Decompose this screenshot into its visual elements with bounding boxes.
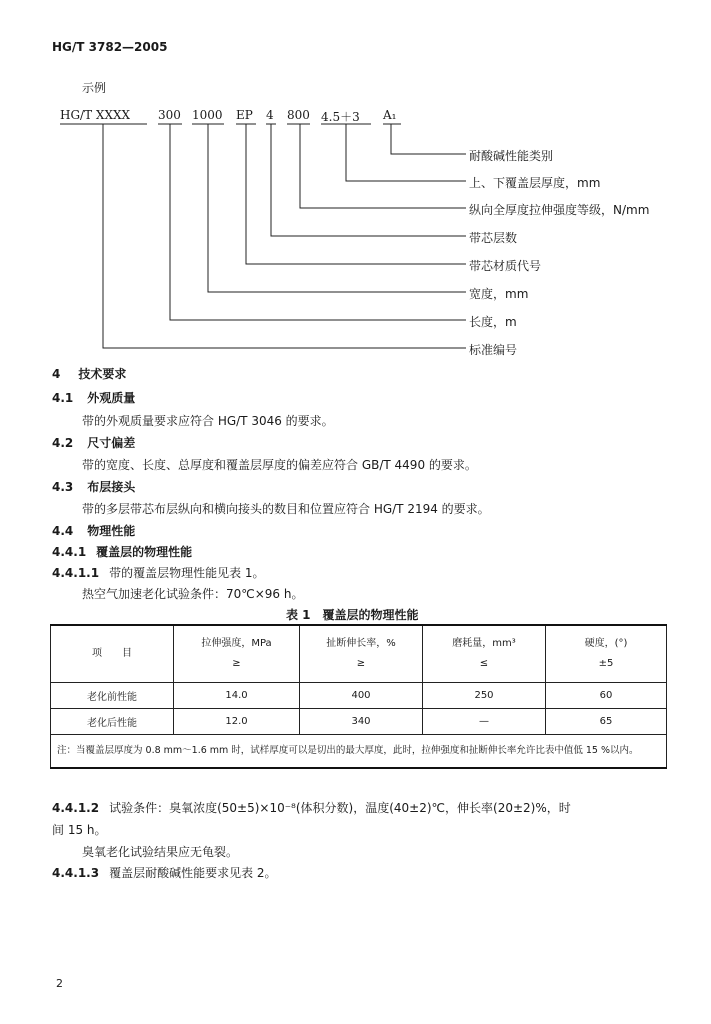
code-part-material: EP	[236, 108, 253, 122]
code-part-plies: 4	[266, 108, 274, 122]
section-4-3-heading: 4.3 布层接头	[52, 480, 136, 494]
section-4-1-text: 带的外观质量要求应符合 HG/T 3046 的要求。	[82, 414, 334, 428]
callout-width: 宽度，mm	[469, 287, 529, 301]
clause-4-4-1-2-cont: 间 15 h。	[52, 823, 107, 837]
table-header-abrasion: 磨耗量，mm³ ≤	[423, 625, 546, 683]
callout-cover-thickness: 上、下覆盖层厚度，mm	[469, 176, 601, 190]
callout-tensile-strength-grade: 纵向全厚度拉伸强度等级，N/mm	[469, 203, 650, 217]
table-row	[51, 683, 667, 709]
table-header-hardness: 硬度，(°) ±5	[546, 625, 667, 683]
table-note: 注：当覆盖层厚度为 0.8 mm～1.6 mm 时，试样厚度可以是切出的最大厚度，此时，拉伸强度和扯断伸长率允许比表中值低 15 %以内。	[51, 735, 667, 769]
cell-value: —	[423, 709, 546, 735]
code-part-length: 1000	[192, 108, 223, 122]
cell-value: 250	[423, 683, 546, 709]
code-part-standard: HG/T XXXX	[60, 108, 131, 122]
clause-4-4-1-1-aging: 热空气加速老化试验条件：70℃×96 h。	[82, 587, 304, 601]
callout-ply-count: 带芯层数	[469, 231, 518, 245]
callout-core-material: 带芯材质代号	[469, 259, 542, 273]
section-4-4-1-heading: 4.4.1 覆盖层的物理性能	[52, 545, 193, 559]
code-part-width: 300	[158, 108, 181, 122]
clause-4-4-1-2: 4.4.1.2 试验条件：臭氧浓度(50±5)×10⁻⁸(体积分数)，温度(40±2)℃，伸长率(20±2)%，时	[52, 801, 571, 815]
section-4-1-heading: 4.1 外观质量	[52, 391, 136, 405]
section-4-2-heading: 4.2 尺寸偏差	[52, 436, 136, 450]
table-1	[50, 624, 667, 769]
table-1-caption: 表 1 覆盖层的物理性能	[286, 608, 419, 622]
row-label: 老化前性能	[51, 683, 174, 709]
clause-4-4-1-1: 4.4.1.1 带的覆盖层物理性能见表 1。	[52, 566, 265, 580]
code-part-strength: 800	[287, 108, 310, 122]
standard-number: HG/T 3782—2005	[52, 40, 168, 54]
callout-standard-number: 标准编号	[469, 343, 518, 357]
example-title: 示例	[82, 81, 107, 95]
callout-length: 长度，m	[469, 315, 517, 329]
table-header-elongation: 扯断伸长率，% ≥	[300, 625, 423, 683]
code-part-thickness: 4.5＋3	[321, 110, 360, 124]
code-part-category: A₁	[383, 108, 397, 122]
table-header-item: 项 目	[51, 625, 174, 683]
table-note-row	[51, 735, 667, 769]
table-row	[51, 709, 667, 735]
row-label: 老化后性能	[51, 709, 174, 735]
table-header-row	[51, 625, 667, 683]
table-header-tensile: 拉伸强度，MPa ≥	[174, 625, 300, 683]
clause-4-4-1-2-result: 臭氧老化试验结果应无龟裂。	[82, 845, 239, 859]
cell-value: 400	[300, 683, 423, 709]
section-4-4-heading: 4.4 物理性能	[52, 524, 136, 538]
page-number: 2	[56, 977, 63, 990]
section-4-heading: 4 技术要求	[52, 367, 127, 381]
cell-value: 65	[546, 709, 667, 735]
cell-value: 12.0	[174, 709, 300, 735]
callout-acid-alkali-category: 耐酸碱性能类别	[469, 149, 554, 163]
cell-value: 60	[546, 683, 667, 709]
cell-value: 14.0	[174, 683, 300, 709]
cell-value: 340	[300, 709, 423, 735]
section-4-2-text: 带的宽度、长度、总厚度和覆盖层厚度的偏差应符合 GB/T 4490 的要求。	[82, 458, 477, 472]
section-4-3-text: 带的多层带芯布层纵向和横向接头的数目和位置应符合 HG/T 2194 的要求。	[82, 502, 490, 516]
clause-4-4-1-3: 4.4.1.3 覆盖层耐酸碱性能要求见表 2。	[52, 866, 277, 880]
